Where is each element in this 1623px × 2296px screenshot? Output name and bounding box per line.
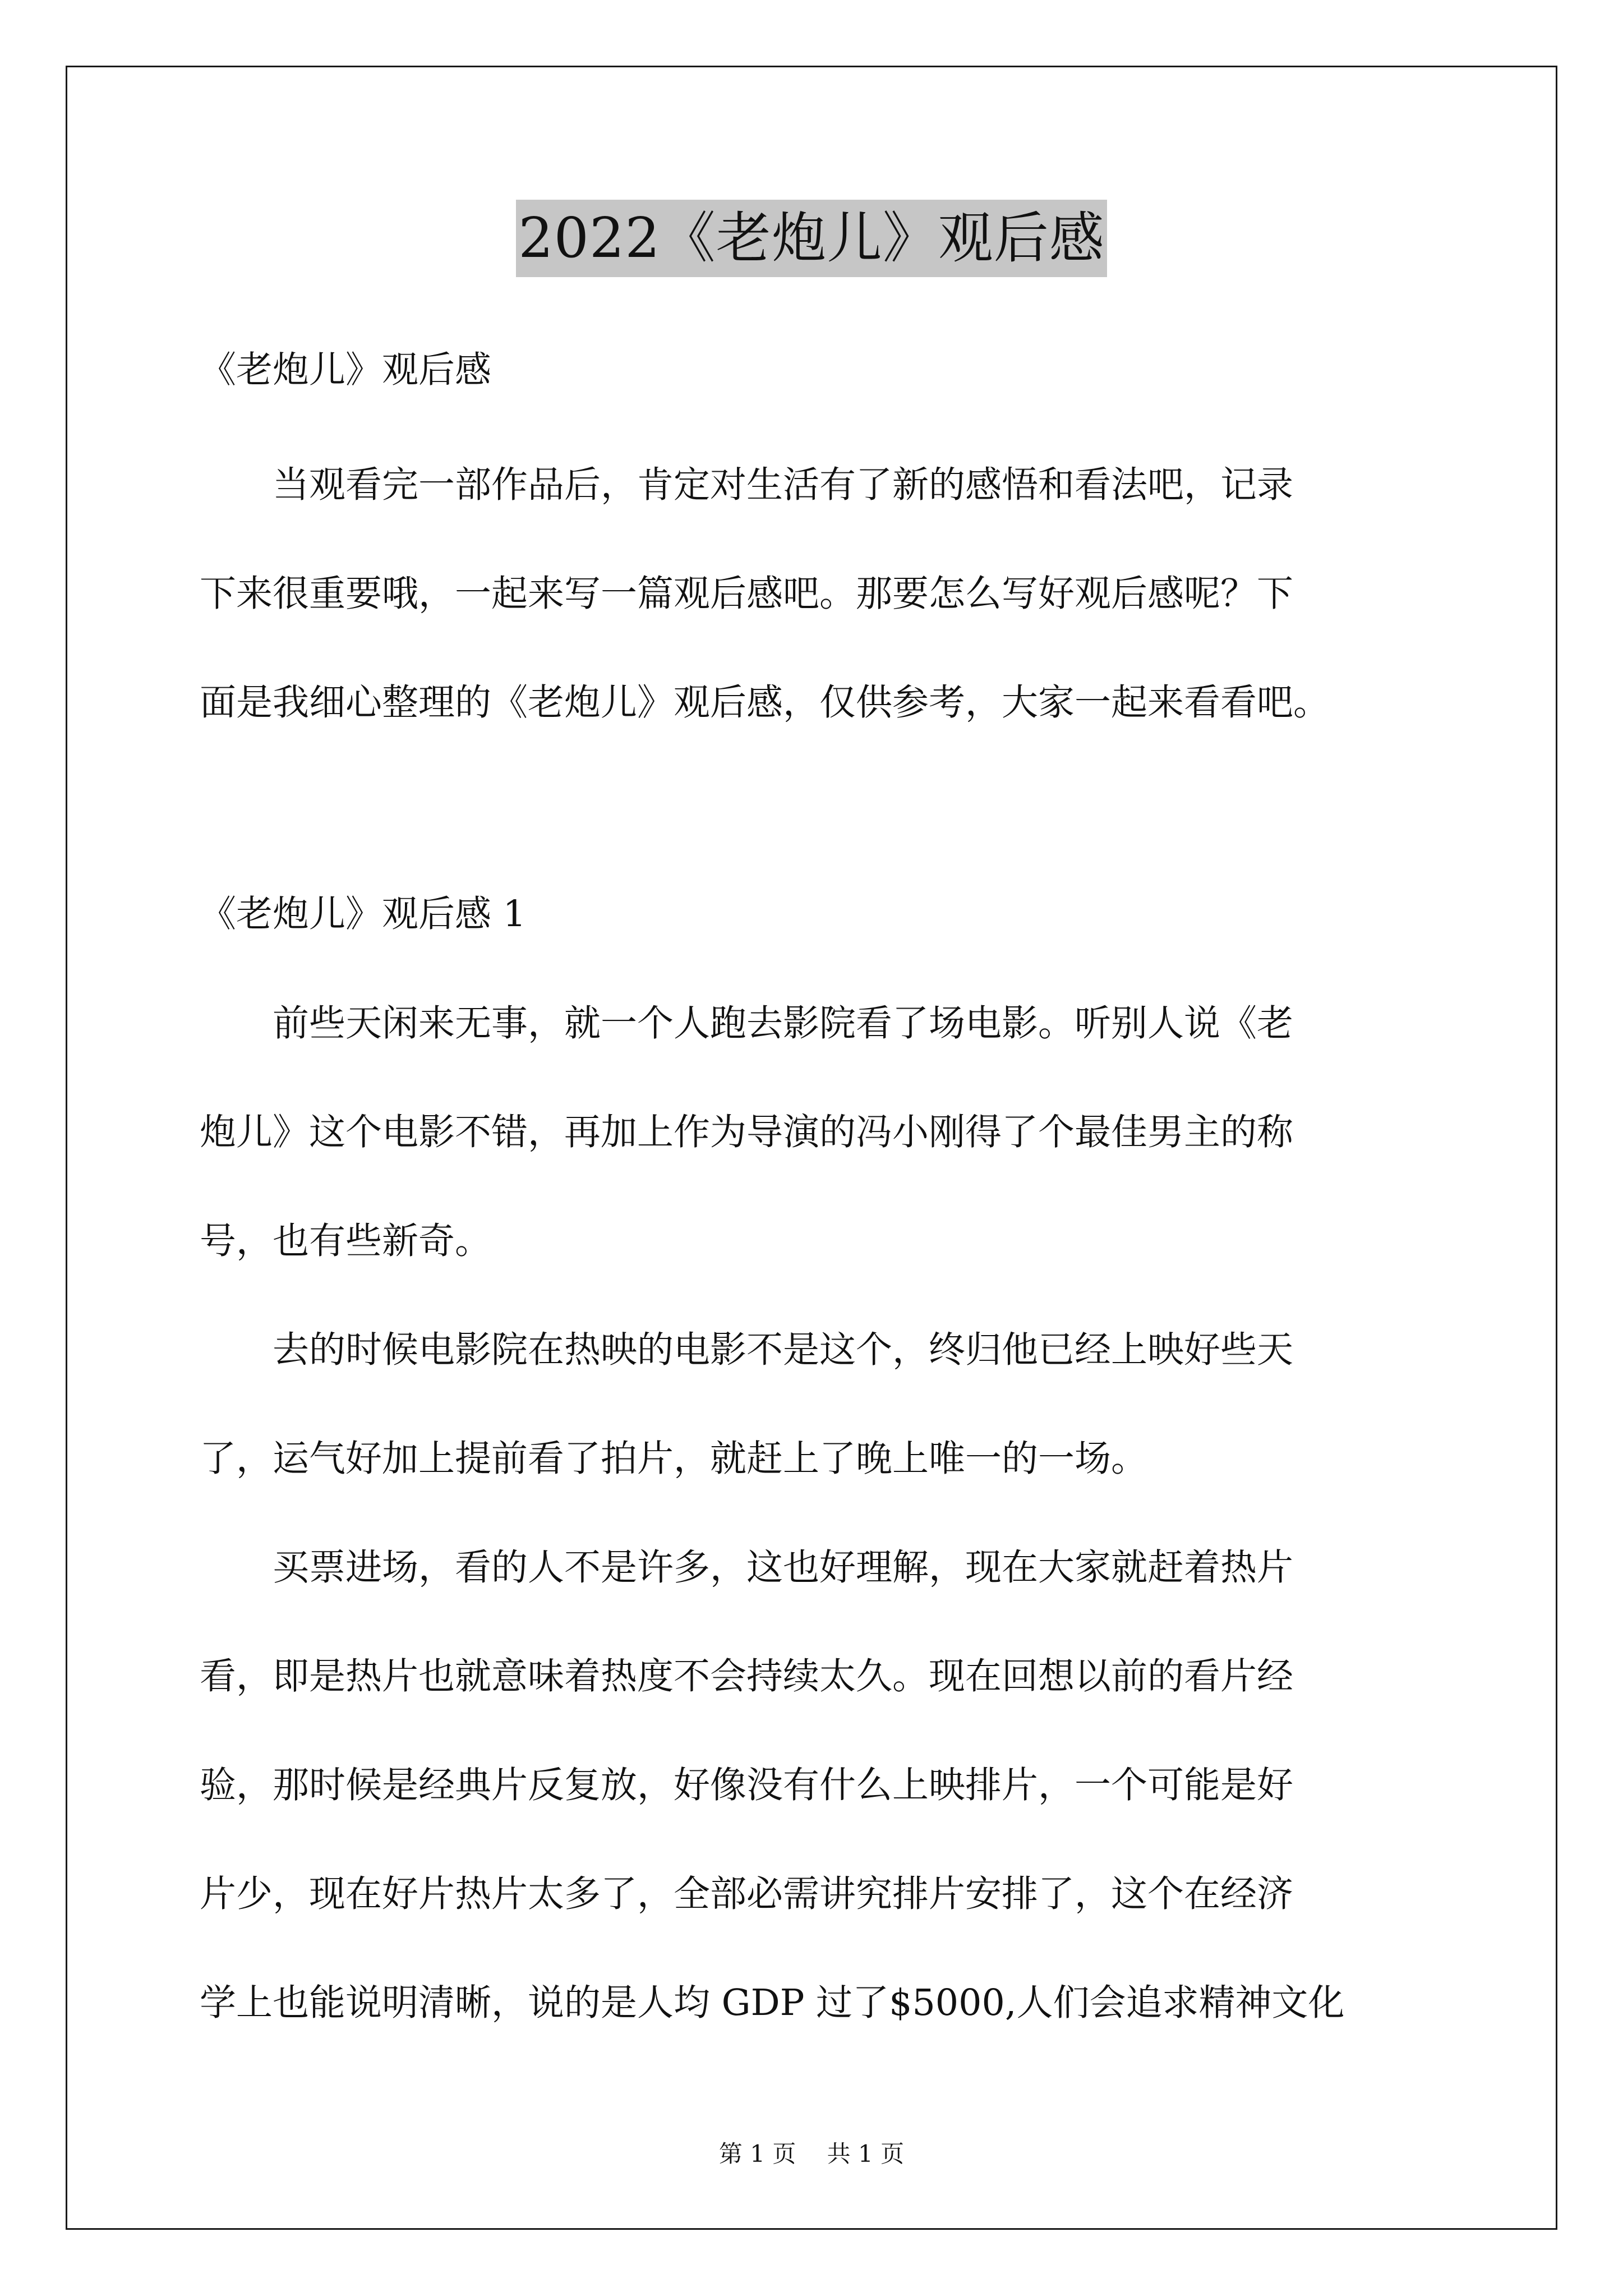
body-line: 炮儿》这个电影不错，再加上作为导演的冯小刚得了个最佳男主的称	[200, 1111, 1294, 1153]
body-line: 验，那时候是经典片反复放，好像没有什么上映排片，一个可能是好	[200, 1764, 1294, 1806]
document-title: 2022《老炮儿》观后感	[516, 200, 1106, 277]
body-line: 号，也有些新奇。	[200, 1220, 492, 1262]
intro-line: 当观看完一部作品后，肯定对生活有了新的感悟和看法吧，记录	[200, 464, 1294, 506]
body-line: 买票进场，看的人不是许多，这也好理解，现在大家就赶着热片	[200, 1547, 1294, 1589]
body-line: 学上也能说明清晰，说的是人均 GDP 过了$5000,人们会追求精神文化	[200, 1982, 1345, 2024]
document-subtitle: 《老炮儿》观后感	[200, 349, 492, 391]
body-line: 看，即是热片也就意味着热度不会持续太久。现在回想以前的看片经	[200, 1655, 1294, 1697]
section-heading: 《老炮儿》观后感 1	[200, 893, 527, 935]
page-footer: 第 1 页 共 1 页	[718, 2140, 905, 2168]
body-line: 去的时候电影院在热映的电影不是这个，终归他已经上映好些天	[200, 1329, 1294, 1371]
intro-line: 下来很重要哦，一起来写一篇观后感吧。那要怎么写好观后感呢？下	[200, 573, 1294, 615]
title-container	[0, 200, 1623, 277]
body-line: 前些天闲来无事，就一个人跑去影院看了场电影。听别人说《老	[200, 1002, 1294, 1045]
intro-line: 面是我细心整理的《老炮儿》观后感，仅供参考，大家一起来看看吧。	[200, 682, 1330, 724]
body-line: 片少，现在好片热片太多了，全部必需讲究排片安排了，这个在经济	[200, 1873, 1294, 1915]
body-line: 了，运气好加上提前看了拍片，就赶上了晚上唯一的一场。	[200, 1438, 1148, 1480]
